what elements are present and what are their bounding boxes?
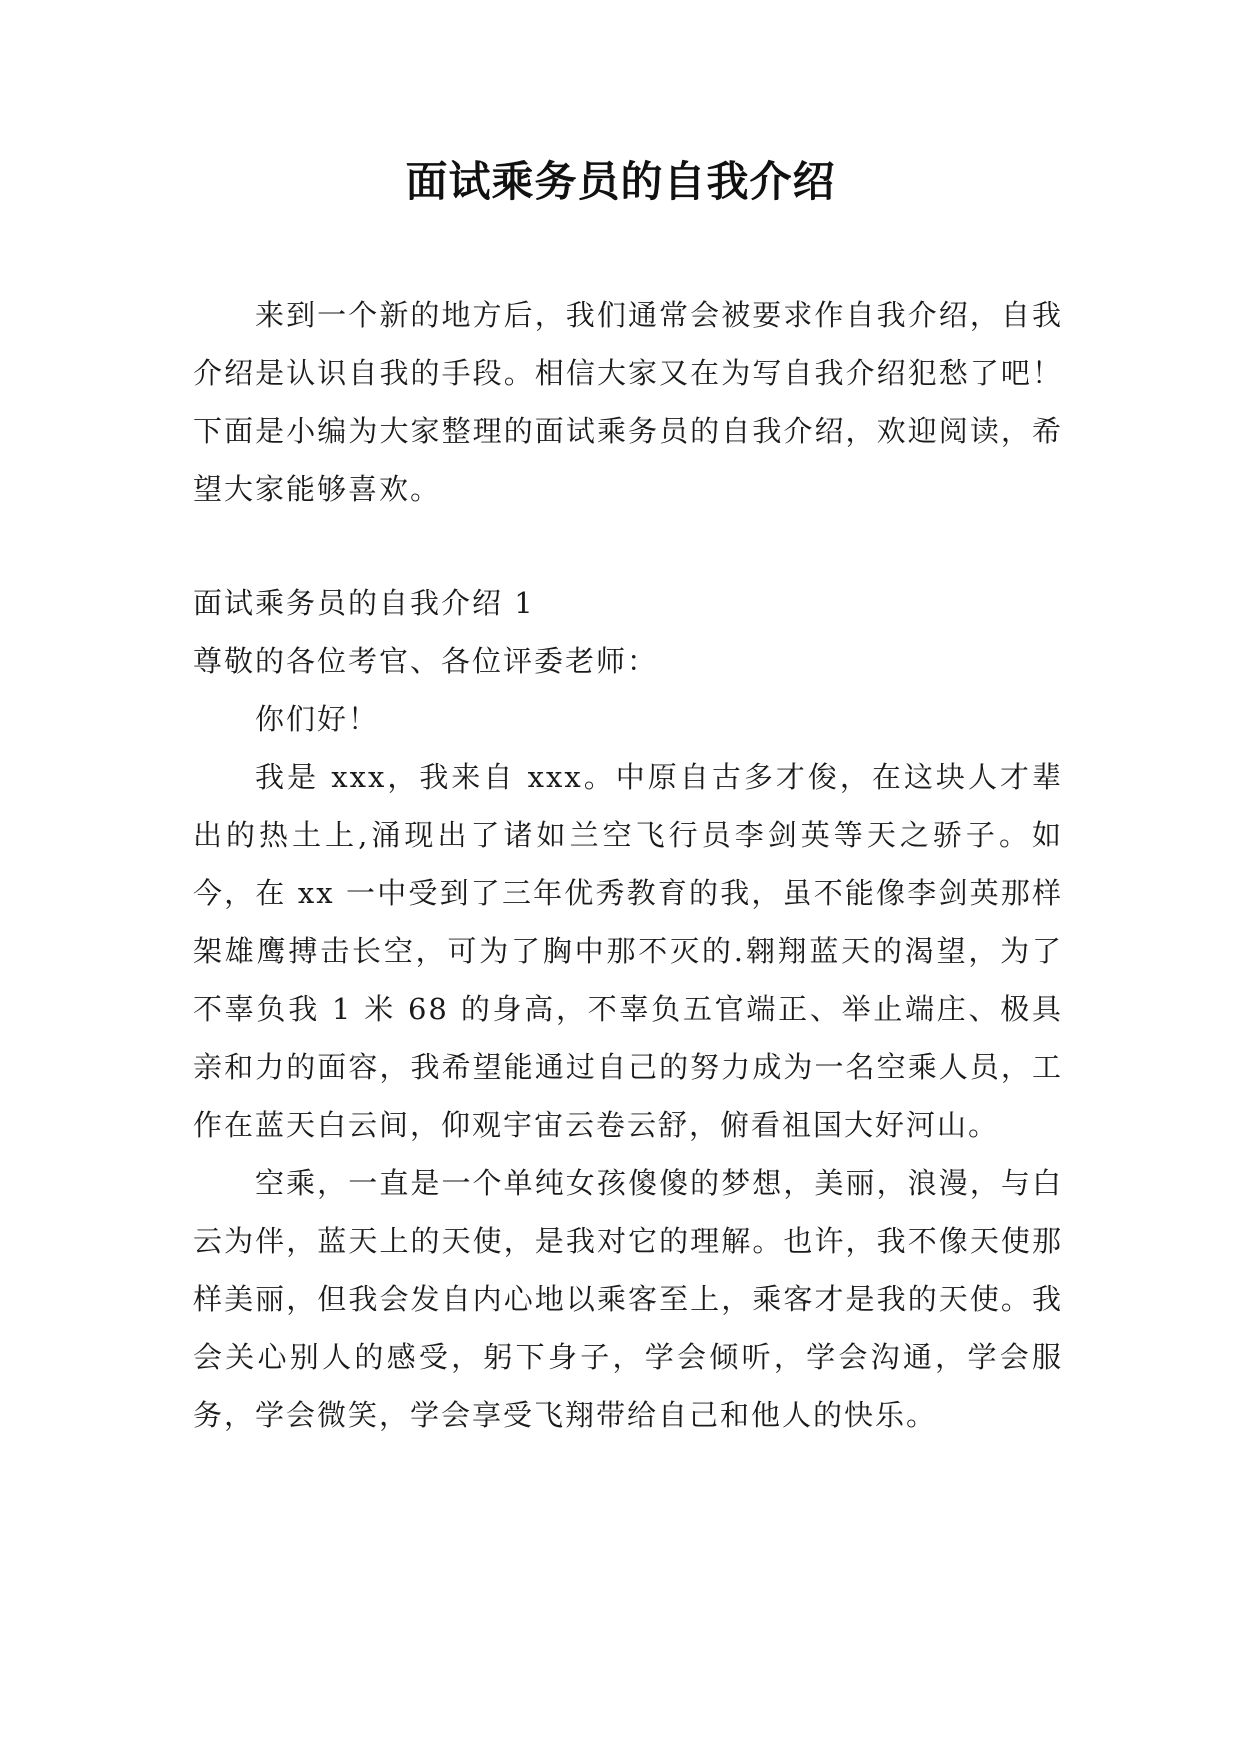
body-paragraph-2: 空乘，一直是一个单纯女孩傻傻的梦想，美丽，浪漫，与白云为伴，蓝天上的天使，是我对它的理解。也许，我不像天使那样美丽，但我会发自内心地以乘客至上，乘客才是我的天使。我会关心别人的感受，躬下身子，学会倾听，学会沟通，学会服务，学会微笑，学会享受飞翔带给自己和他人的快乐。 <box>193 1166 1063 1432</box>
document-body <box>193 286 1063 1444</box>
intro-paragraph: 来到一个新的地方后，我们通常会被要求作自我介绍，自我介绍是认识自我的手段。相信大家又在为写自我介绍犯愁了吧！下面是小编为大家整理的面试乘务员的自我介绍，欢迎阅读，希望大家能够喜欢。 <box>193 298 1063 506</box>
paragraph-spacer <box>193 518 1063 574</box>
section-heading: 面试乘务员的自我介绍 1 <box>193 586 535 620</box>
salutation: 尊敬的各位考官、各位评委老师： <box>193 644 659 678</box>
greeting: 你们好！ <box>255 702 380 736</box>
body-paragraph-1: 我是 xxx，我来自 xxx。中原自古多才俊，在这块人才辈出的热土上,涌现出了诸如兰空飞行员李剑英等天之骄子。如今，在 xx 一中受到了三年优秀教育的我，虽不能像李剑英那样架雄鹰搏击长空，可为了胸中那不灭的.翱翔蓝天的渴望，为了不辜负我 1 米 68 的身高，不辜负五官端正、举止端庄、极具亲和力的面容，我希望能通过自己的努力成为一名空乘人员，工作在蓝天白云间，仰观宇宙云卷云舒，俯看祖国大好河山。 <box>193 760 1063 1142</box>
document-title: 面试乘务员的自我介绍 <box>405 157 836 206</box>
